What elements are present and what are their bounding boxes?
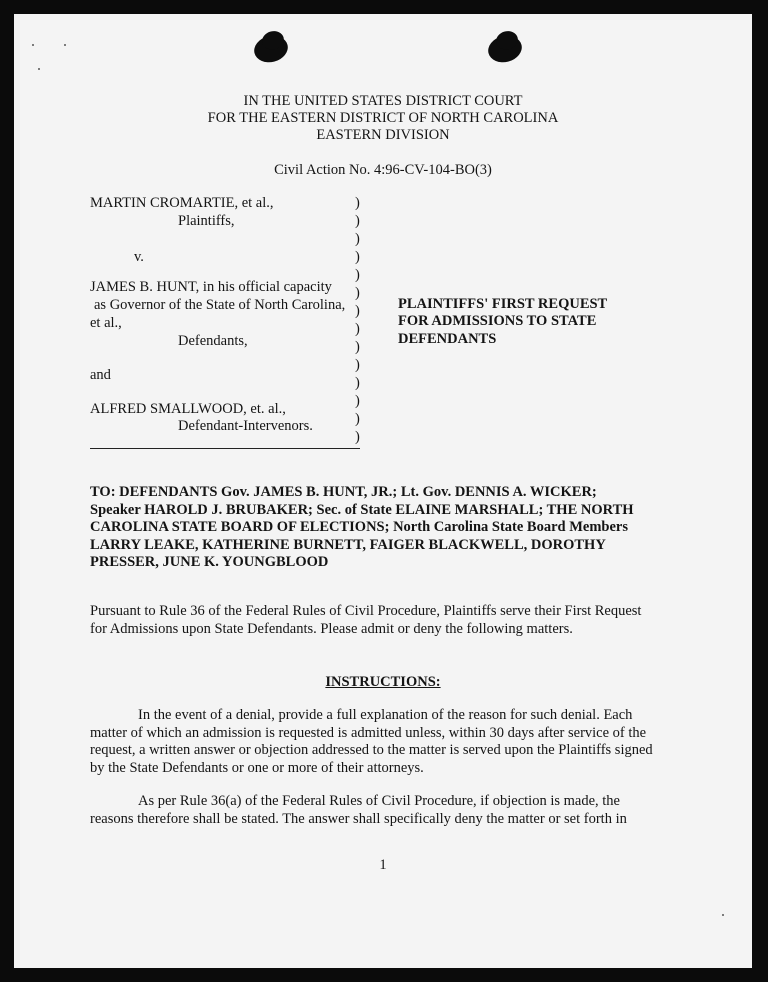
caption-paren: ) — [355, 375, 360, 391]
document-page — [14, 14, 752, 968]
document-title-line-2: FOR ADMISSIONS TO STATE — [398, 313, 597, 329]
caption-paren: ) — [355, 231, 360, 247]
instructions-heading: INSTRUCTIONS: — [325, 674, 441, 690]
caption-defendant-line-1: JAMES B. HUNT, in his official capacity — [90, 279, 332, 295]
to-line-2: Speaker HAROLD J. BRUBAKER; Sec. of State ELAINE MARSHALL; THE NORTH — [90, 502, 634, 518]
caption-intervenor: ALFRED SMALLWOOD, et. al., — [90, 401, 286, 417]
caption-paren: ) — [355, 429, 360, 445]
para1-line-1: In the event of a denial, provide a full explanation of the reason for such denial. Each — [138, 707, 633, 723]
intro-line-1: Pursuant to Rule 36 of the Federal Rules of Civil Procedure, Plaintiffs serve their First Request — [90, 603, 642, 619]
to-line-3: CAROLINA STATE BOARD OF ELECTIONS; North Carolina State Board Members — [90, 519, 629, 535]
caption-paren: ) — [355, 213, 360, 229]
document-title-line-3: DEFENDANTS — [398, 331, 497, 347]
caption-paren: ) — [355, 393, 360, 409]
para1-line-3: request, a written answer or objection addressed to the matter is served upon the Plaintiffs signed — [90, 742, 653, 758]
caption-paren: ) — [355, 195, 360, 211]
scan-speck — [32, 44, 34, 46]
court-line-3: EASTERN DIVISION — [316, 127, 450, 143]
caption-plaintiff-role: Plaintiffs, — [178, 213, 235, 229]
document-title-line-1: PLAINTIFFS' FIRST REQUEST — [398, 296, 608, 312]
caption-versus: v. — [134, 249, 144, 265]
caption-defendant-line-2: as Governor of the State of North Carolina, — [94, 297, 346, 313]
caption-paren: ) — [355, 303, 360, 319]
caption-paren: ) — [355, 249, 360, 265]
page-number: 1 — [379, 857, 387, 873]
court-line-2: FOR THE EASTERN DISTRICT OF NORTH CAROLINA — [207, 110, 559, 126]
caption-defendant-line-3: et al., — [90, 315, 122, 331]
scan-speck — [38, 68, 40, 70]
caption-plaintiff: MARTIN CROMARTIE, et al., — [90, 195, 274, 211]
scan-speck — [64, 44, 66, 46]
para2-line-1: As per Rule 36(a) of the Federal Rules of Civil Procedure, if objection is made, the — [138, 793, 620, 809]
caption-intervenor-role: Defendant-Intervenors. — [178, 418, 313, 434]
caption-paren: ) — [355, 411, 360, 427]
caption-and: and — [90, 367, 111, 383]
caption-defendant-role: Defendants, — [178, 333, 248, 349]
to-line-5: PRESSER, JUNE K. YOUNGBLOOD — [90, 554, 329, 570]
to-line-1: TO: DEFENDANTS Gov. JAMES B. HUNT, JR.; Lt. Gov. DENNIS A. WICKER; — [90, 484, 597, 500]
caption-paren: ) — [355, 267, 360, 283]
caption-rule — [90, 448, 360, 449]
punch-hole-left — [251, 32, 290, 65]
caption-paren: ) — [355, 321, 360, 337]
to-line-4: LARRY LEAKE, KATHERINE BURNETT, FAIGER BLACKWELL, DOROTHY — [90, 537, 606, 553]
court-line-1: IN THE UNITED STATES DISTRICT COURT — [243, 93, 523, 109]
para2-line-2: reasons therefore shall be stated. The answer shall specifically deny the matter or set forth in — [90, 811, 627, 827]
civil-action-number: Civil Action No. 4:96-CV-104-BO(3) — [274, 162, 492, 178]
punch-hole-right — [485, 32, 524, 65]
para1-line-4: by the State Defendants or one or more of their attorneys. — [90, 760, 424, 776]
para1-line-2: matter of which an admission is requested is admitted unless, within 30 days after service of the — [90, 725, 647, 741]
caption-paren: ) — [355, 339, 360, 355]
scan-speck — [722, 914, 724, 916]
caption-paren: ) — [355, 357, 360, 373]
intro-line-2: for Admissions upon State Defendants. Please admit or deny the following matters. — [90, 621, 573, 637]
caption-paren: ) — [355, 285, 360, 301]
